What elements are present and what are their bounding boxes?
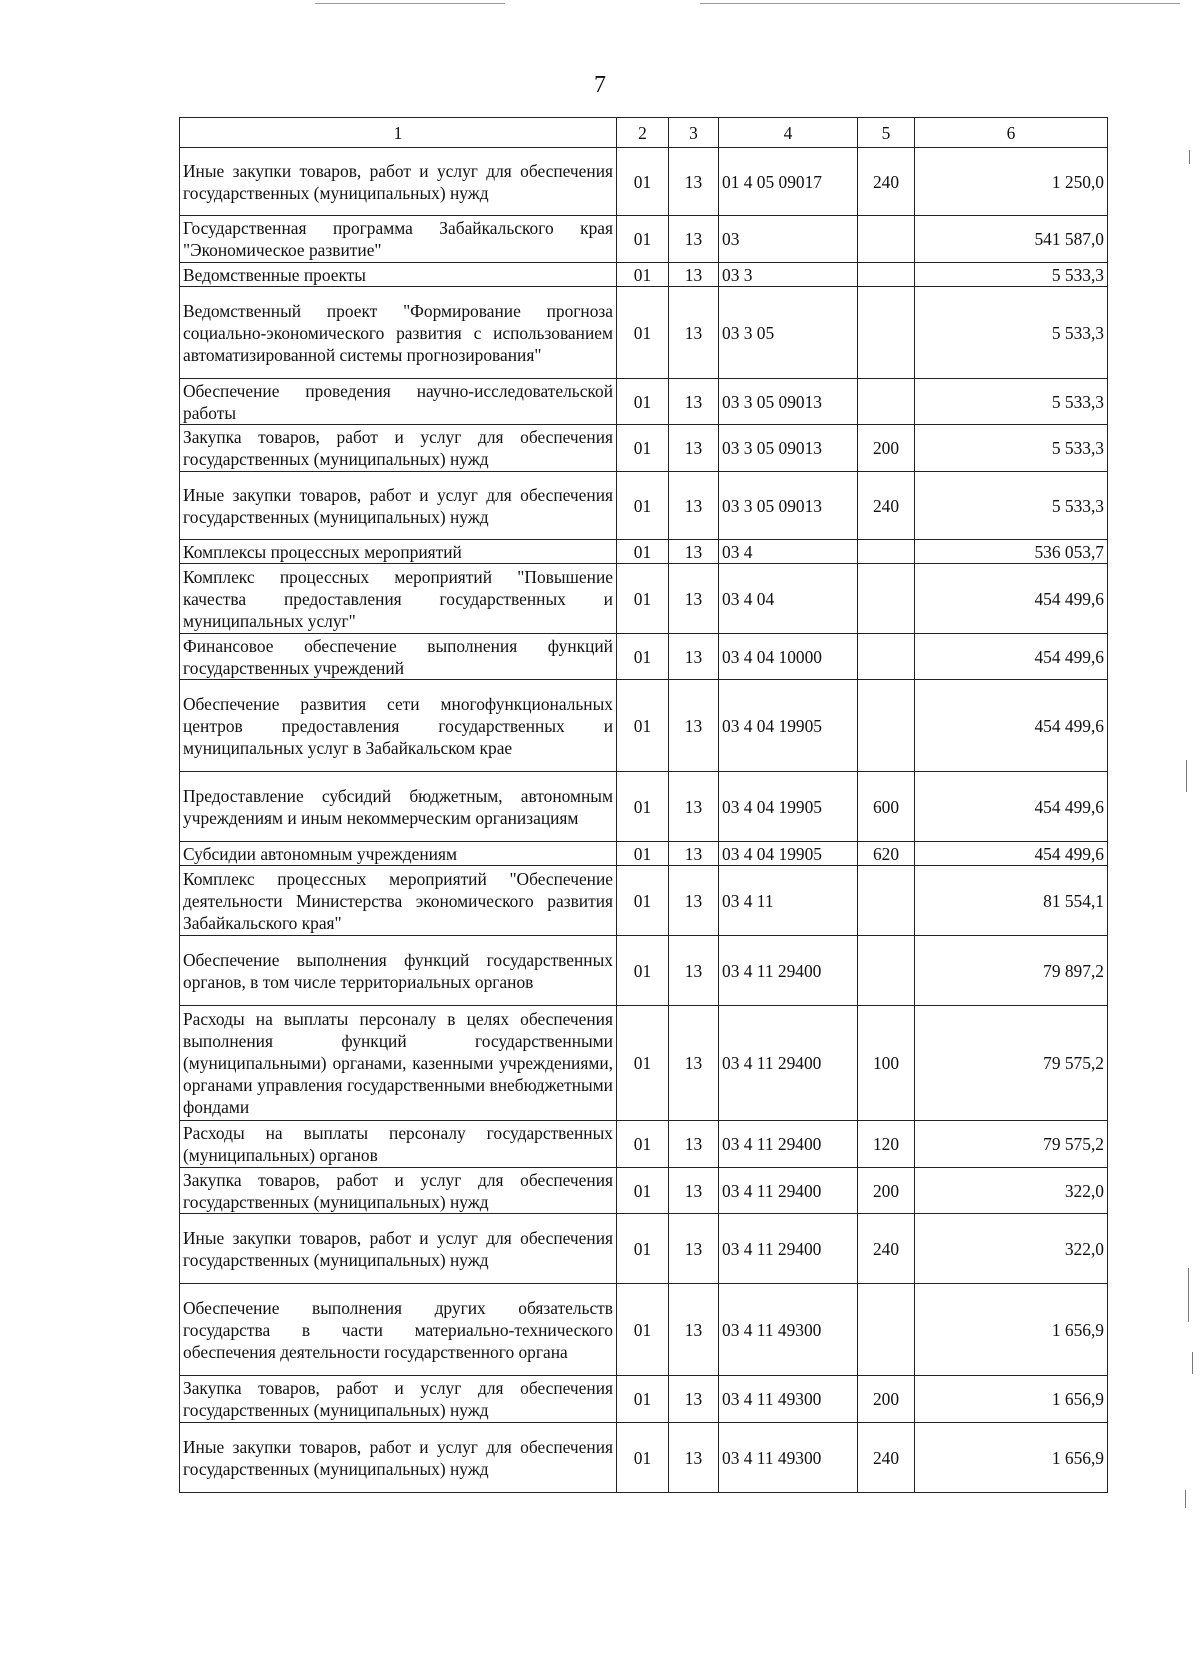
table-row [180, 1214, 1108, 1284]
table-row [180, 1168, 1108, 1214]
row-amount: 454 499,6 [915, 772, 1108, 842]
row-expense-type [858, 287, 915, 379]
table-row [180, 472, 1108, 540]
row-amount: 541 587,0 [915, 216, 1108, 263]
table-row [180, 936, 1108, 1006]
row-amount: 5 533,3 [915, 425, 1108, 472]
row-subsection: 13 [669, 1423, 719, 1493]
scan-artifact-mark [1185, 1490, 1186, 1508]
row-subsection: 13 [669, 634, 719, 680]
table-row [180, 866, 1108, 936]
row-target-code: 03 4 11 29400 [719, 936, 858, 1006]
row-section: 01 [617, 842, 669, 866]
row-subsection: 13 [669, 772, 719, 842]
row-subsection: 13 [669, 1376, 719, 1423]
row-section: 01 [617, 1423, 669, 1493]
row-expense-type [858, 936, 915, 1006]
row-name: Закупка товаров, работ и услуг для обеспечения государственных (муниципальных) нужд [180, 1376, 617, 1423]
row-expense-type: 600 [858, 772, 915, 842]
row-amount: 322,0 [915, 1168, 1108, 1214]
table-row [180, 263, 1108, 287]
row-section: 01 [617, 540, 669, 564]
row-section: 01 [617, 866, 669, 936]
row-subsection: 13 [669, 540, 719, 564]
table-row [180, 216, 1108, 263]
row-amount: 5 533,3 [915, 263, 1108, 287]
scan-artifact-mark [1189, 150, 1190, 164]
row-section: 01 [617, 1214, 669, 1284]
table-row [180, 1376, 1108, 1423]
row-target-code: 03 4 11 49300 [719, 1423, 858, 1493]
row-expense-type [858, 634, 915, 680]
row-target-code: 03 3 05 09013 [719, 472, 858, 540]
row-section: 01 [617, 680, 669, 772]
row-name: Комплексы процессных мероприятий [180, 540, 617, 564]
table-row [180, 772, 1108, 842]
row-target-code: 03 4 [719, 540, 858, 564]
row-name: Обеспечение развития сети многофункциональных центров предоставления государственных и муниципальных услуг в Забайкальском крае [180, 680, 617, 772]
column-header: 3 [669, 118, 719, 148]
row-expense-type: 200 [858, 1376, 915, 1423]
row-name: Иные закупки товаров, работ и услуг для обеспечения государственных (муниципальных) нужд [180, 1423, 617, 1493]
table-row [180, 680, 1108, 772]
row-expense-type [858, 1284, 915, 1376]
row-name: Закупка товаров, работ и услуг для обеспечения государственных (муниципальных) нужд [180, 425, 617, 472]
row-name: Ведомственный проект "Формирование прогноза социально-экономического развития с использованием автоматизированной системы прогнозирования" [180, 287, 617, 379]
row-name: Расходы на выплаты персоналу государственных (муниципальных) органов [180, 1121, 617, 1168]
row-subsection: 13 [669, 287, 719, 379]
row-target-code: 03 3 05 09013 [719, 425, 858, 472]
scan-artifact-line [315, 3, 505, 4]
row-name: Предоставление субсидий бюджетным, автономным учреждениям и иным некоммерческим организациям [180, 772, 617, 842]
row-section: 01 [617, 472, 669, 540]
row-section: 01 [617, 1376, 669, 1423]
row-expense-type [858, 216, 915, 263]
row-name: Обеспечение выполнения функций государственных органов, в том числе территориальных органов [180, 936, 617, 1006]
row-target-code: 03 4 04 [719, 564, 858, 634]
row-target-code: 03 3 05 [719, 287, 858, 379]
row-section: 01 [617, 564, 669, 634]
row-section: 01 [617, 216, 669, 263]
row-name: Иные закупки товаров, работ и услуг для обеспечения государственных (муниципальных) нужд [180, 1214, 617, 1284]
page-number: 7 [594, 72, 606, 98]
row-amount: 1 250,0 [915, 148, 1108, 216]
scan-artifact-mark [1186, 760, 1187, 792]
row-section: 01 [617, 263, 669, 287]
row-name: Обеспечение проведения научно-исследовательской работы [180, 379, 617, 425]
row-name: Иные закупки товаров, работ и услуг для обеспечения государственных (муниципальных) нужд [180, 148, 617, 216]
row-amount: 1 656,9 [915, 1423, 1108, 1493]
column-header: 5 [858, 118, 915, 148]
row-amount: 79 897,2 [915, 936, 1108, 1006]
table-row [180, 287, 1108, 379]
row-amount: 454 499,6 [915, 634, 1108, 680]
row-subsection: 13 [669, 148, 719, 216]
row-amount: 79 575,2 [915, 1006, 1108, 1121]
row-subsection: 13 [669, 263, 719, 287]
column-header: 6 [915, 118, 1108, 148]
row-section: 01 [617, 772, 669, 842]
row-amount: 322,0 [915, 1214, 1108, 1284]
row-target-code: 03 4 11 29400 [719, 1121, 858, 1168]
row-name: Закупка товаров, работ и услуг для обеспечения государственных (муниципальных) нужд [180, 1168, 617, 1214]
row-name: Иные закупки товаров, работ и услуг для обеспечения государственных (муниципальных) нужд [180, 472, 617, 540]
row-section: 01 [617, 425, 669, 472]
row-target-code: 03 4 04 19905 [719, 842, 858, 866]
row-subsection: 13 [669, 1121, 719, 1168]
row-target-code: 03 4 11 29400 [719, 1214, 858, 1284]
row-target-code: 03 4 11 29400 [719, 1006, 858, 1121]
row-target-code: 03 4 11 [719, 866, 858, 936]
row-expense-type: 120 [858, 1121, 915, 1168]
row-subsection: 13 [669, 680, 719, 772]
row-target-code: 01 4 05 09017 [719, 148, 858, 216]
row-target-code: 03 4 11 29400 [719, 1168, 858, 1214]
row-expense-type: 240 [858, 148, 915, 216]
row-expense-type [858, 564, 915, 634]
row-expense-type: 200 [858, 1168, 915, 1214]
row-expense-type [858, 680, 915, 772]
row-expense-type: 240 [858, 1214, 915, 1284]
row-target-code: 03 3 [719, 263, 858, 287]
row-subsection: 13 [669, 1006, 719, 1121]
row-target-code: 03 4 11 49300 [719, 1376, 858, 1423]
row-section: 01 [617, 1006, 669, 1121]
row-amount: 1 656,9 [915, 1376, 1108, 1423]
table-row [180, 148, 1108, 216]
row-amount: 454 499,6 [915, 680, 1108, 772]
row-section: 01 [617, 1168, 669, 1214]
row-subsection: 13 [669, 425, 719, 472]
row-subsection: 13 [669, 564, 719, 634]
row-expense-type: 240 [858, 1423, 915, 1493]
row-section: 01 [617, 148, 669, 216]
row-name: Государственная программа Забайкальского края "Экономическое развитие" [180, 216, 617, 263]
row-amount: 454 499,6 [915, 842, 1108, 866]
row-amount: 536 053,7 [915, 540, 1108, 564]
row-name: Комплекс процессных мероприятий "Повышение качества предоставления государственных и муниципальных услуг" [180, 564, 617, 634]
column-header: 1 [180, 118, 617, 148]
row-subsection: 13 [669, 1284, 719, 1376]
row-amount: 81 554,1 [915, 866, 1108, 936]
row-amount: 454 499,6 [915, 564, 1108, 634]
row-amount: 79 575,2 [915, 1121, 1108, 1168]
row-subsection: 13 [669, 216, 719, 263]
table-row [180, 1121, 1108, 1168]
row-name: Расходы на выплаты персоналу в целях обеспечения выполнения функций государственными (муниципальными) органами, казенными учреждениями, органами управления государственными внебюджетными фондами [180, 1006, 617, 1121]
row-expense-type [858, 866, 915, 936]
table-header-row [180, 118, 1108, 148]
table-row [180, 540, 1108, 564]
row-subsection: 13 [669, 1168, 719, 1214]
column-header: 4 [719, 118, 858, 148]
row-section: 01 [617, 634, 669, 680]
row-expense-type: 200 [858, 425, 915, 472]
scan-artifact-line [700, 3, 1180, 4]
table-row [180, 1006, 1108, 1121]
scan-artifact-mark [1192, 1352, 1193, 1374]
row-subsection: 13 [669, 379, 719, 425]
row-amount: 5 533,3 [915, 287, 1108, 379]
row-subsection: 13 [669, 866, 719, 936]
row-expense-type [858, 540, 915, 564]
row-subsection: 13 [669, 472, 719, 540]
row-section: 01 [617, 936, 669, 1006]
row-name: Субсидии автономным учреждениям [180, 842, 617, 866]
table-row [180, 425, 1108, 472]
scan-artifact-mark [1188, 1268, 1189, 1322]
table-row [180, 634, 1108, 680]
table-row [180, 1423, 1108, 1493]
column-header: 2 [617, 118, 669, 148]
table-row [180, 1284, 1108, 1376]
row-section: 01 [617, 379, 669, 425]
row-name: Комплекс процессных мероприятий "Обеспечение деятельности Министерства экономического развития Забайкальского края" [180, 866, 617, 936]
table-row [180, 842, 1108, 866]
row-target-code: 03 4 04 19905 [719, 772, 858, 842]
row-expense-type: 620 [858, 842, 915, 866]
row-subsection: 13 [669, 936, 719, 1006]
table-row [180, 564, 1108, 634]
row-target-code: 03 4 11 49300 [719, 1284, 858, 1376]
row-amount: 1 656,9 [915, 1284, 1108, 1376]
row-subsection: 13 [669, 842, 719, 866]
row-target-code: 03 4 04 19905 [719, 680, 858, 772]
row-name: Обеспечение выполнения других обязательств государства в части материально-технического обеспечения деятельности государственного органа [180, 1284, 617, 1376]
row-expense-type: 240 [858, 472, 915, 540]
table-row [180, 379, 1108, 425]
row-section: 01 [617, 1121, 669, 1168]
row-target-code: 03 4 04 10000 [719, 634, 858, 680]
row-expense-type [858, 263, 915, 287]
row-name: Финансовое обеспечение выполнения функций государственных учреждений [180, 634, 617, 680]
row-target-code: 03 3 05 09013 [719, 379, 858, 425]
row-target-code: 03 [719, 216, 858, 263]
row-expense-type [858, 379, 915, 425]
row-amount: 5 533,3 [915, 379, 1108, 425]
row-section: 01 [617, 287, 669, 379]
budget-table [179, 117, 1108, 1493]
row-amount: 5 533,3 [915, 472, 1108, 540]
row-expense-type: 100 [858, 1006, 915, 1121]
row-name: Ведомственные проекты [180, 263, 617, 287]
row-subsection: 13 [669, 1214, 719, 1284]
row-section: 01 [617, 1284, 669, 1376]
